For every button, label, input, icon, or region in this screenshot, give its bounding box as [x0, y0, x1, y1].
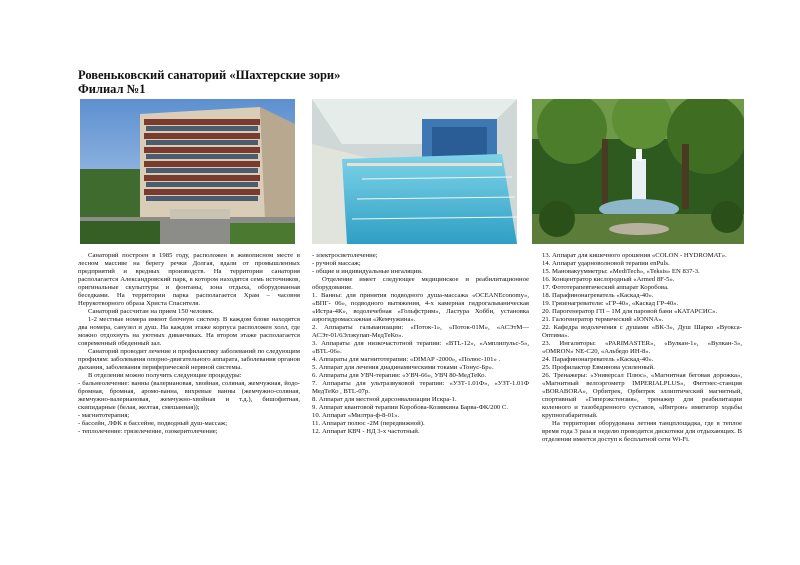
list-item: 22. Кафедра водолечения с душами «ВК-3», Душ Шарко «Вуокса-Оптима».: [542, 324, 742, 339]
list-item: 2. Аппараты гальванизации: «Поток-1», «Поток-01М», «АСЭтМ—АСЭт-01/6Элэкупап-МедТеКо».: [312, 324, 529, 339]
list-item: 24. Парафинонагреватель «Каскад-40».: [542, 356, 654, 363]
list-item: - магнитотерапия;: [78, 412, 130, 419]
list-item: 6. Аппараты для УВЧ-терапии: «УВЧ-66», УВЧ 80-МедТеКо.: [312, 372, 487, 379]
list-item: - общие и индивидуальные ингаляции.: [312, 268, 423, 275]
list-item: 19. Грязенагреватели: «ГР-40», «Каскад ГР-40».: [542, 300, 679, 307]
paragraph: Отделение имеет следующее медицинское и реабилитационное оборудование.: [312, 276, 529, 291]
paragraph: Санаторий построен в 1985 году, расположен в живописном месте в лесном массиве на берегу речки Долгая, вдали от промышленных предприятий и вредных производств. На территории санатория располагается Александровский парк, в котором находятся семь источников, оригинальные скульптуры и фонтаны, зона отдыха, оборудованная беседками. На территории парка располагается Храм – часовня Нерукотворного образа Христа Спасителя.: [78, 252, 300, 307]
list-item: - электросветолечение;: [312, 252, 378, 259]
sanatorium-name: Ровеньковский санаторий «Шахтерские зори»: [78, 68, 341, 82]
list-item: 4. Аппараты для магнитотерапии: «DIMAP -2000», «Полюс-101» .: [312, 356, 501, 363]
list-item: 7. Аппараты для ультразвуковой терапии: «УЗТ-1.01Ф», «УЗТ-1.01Ф МедТеКо , ВТL-07р.: [312, 380, 529, 395]
document-title: [78, 68, 340, 96]
pool-photo: [312, 99, 517, 244]
park-photo: [532, 99, 744, 244]
paragraph: На территории оборудована летняя танцплощадка, где в теплое время года 3 раза в неделю проводятся дискотеки для отдыхающих. В отделении имеется доступ к бесплатной сети Wi-Fi.: [542, 420, 742, 443]
building-photo: [80, 99, 295, 244]
list-item: - теплолечение: грязелечение, озокеритолечение;: [78, 428, 218, 435]
list-item: 25. Профилактор Евминова усиленный.: [542, 364, 655, 371]
list-item: 15. Мановакуумметры: «MediTech», «Teksis» EN 837-3.: [542, 268, 700, 275]
list-item: 17. Фототерапевтический аппарат Коробова.: [542, 284, 669, 291]
list-item: 13. Аппарат для кишечного орошения «COLON - HYDROMAT».: [542, 252, 727, 259]
list-item: - бальнеолечение: ванны (валериановая, хвойная, соляная, жемчужная, йодо-бромная, бромная, аромо-ванна, вихревые ванны (жемчужно-соляная, жемчужно-валериановая, жемчужно-хвойная и т.д.), бишофитная, скипидарные (белая, желтая, смешанная));: [78, 380, 300, 411]
list-item: 5. Аппарат для лечения диадинамическими токами «Тонус-Бр».: [312, 364, 494, 371]
list-item: 11. Аппарат полюс -2М (передвижной).: [312, 420, 425, 427]
list-item: 1. Ванны: для принятия подводного душа-массажа «OCEANEconomy», «ВПГ- 06», подводного вытяжения, 4-х камерная гидрогальваническая «Истра-4К», водолечебная «Гольфстрим», Ластура Хобби, установка аэрогидромассажная «Жемчужина».: [312, 292, 529, 323]
list-item: - ручной массаж;: [312, 260, 361, 267]
list-item: 18. Парафинонагреватель «Каскад-40».: [542, 292, 654, 299]
column-1: [78, 252, 300, 436]
branch-label: Филиал №1: [78, 82, 146, 96]
list-item: 21. Галогенератор термический «IONNA».: [542, 316, 664, 323]
column-2: [312, 252, 529, 436]
list-item: 14. Аппарат ударноволновой терапии enPuls.: [542, 260, 670, 267]
list-item: 20. Парогенератор ГП – 1М для паровой бани «КАТАРСИС».: [542, 308, 718, 315]
list-item: 8. Аппарат для местной дарсонвализации Искра-1.: [312, 396, 457, 403]
column-3: [542, 252, 742, 444]
list-item: 26. Тренажеры: «Универсал Плюс», «Магнитная беговая дорожка», «Магнитный велоэргометр IMPERIALPLUS», Фиттнес-станция «BORABORA», Орбитрек, Орбитрек эллиптический магнитный, спортивный «Гиперэкстензия», тренажер для реабилитации коленного и тазобедренного суставов, «Имтрон» имитатор ходьбы крупногабаритный.: [542, 372, 742, 419]
paragraph: Санаторий рассчитан на прием 150 человек.: [88, 308, 214, 315]
list-item: 12. Аппарат КВЧ - НД 3-х частотный.: [312, 428, 420, 435]
list-item: 23. Ингаляторы: «PARIMASTER», «Вулкан-1», «Вулкан-3», «OMRON» NE-C20, «Альбедо ИН-8».: [542, 340, 742, 355]
list-item: - бассейн, ЛФК в бассейне, подводный душ-массаж;: [78, 420, 228, 427]
list-item: 9. Аппарат квантовой терапии Коробова-Козявкина Барва-ФК/200 С.: [312, 404, 509, 411]
paragraph: Санаторий проводит лечение и профилактику заболеваний по следующим профилям: заболевания опорно-двигательного аппарата, заболевания органов дыхания, заболевания периферической нервной системы.: [78, 348, 300, 371]
paragraph: 1-2 местные номера имеют блочную систему. В каждом блоке находятся два номера, санузел и душ. На каждом этаже корпуса расположен холл, где можно отдохнуть на уютных диванчиках. На втором этаже располагается современный обеденный зал.: [78, 316, 300, 347]
list-item: 10. Аппарат «Милтра-ф-8-01».: [312, 412, 400, 419]
list-item: 16. Концентратор кислородный «Armed 8F-5».: [542, 276, 675, 283]
list-item: 3. Аппараты для низкочастотной терапии: «ВТL-12», «Амплипульс-5», «ВТL-06».: [312, 340, 529, 355]
paragraph: В отделении можно получить следующие процедуры:: [88, 372, 242, 379]
